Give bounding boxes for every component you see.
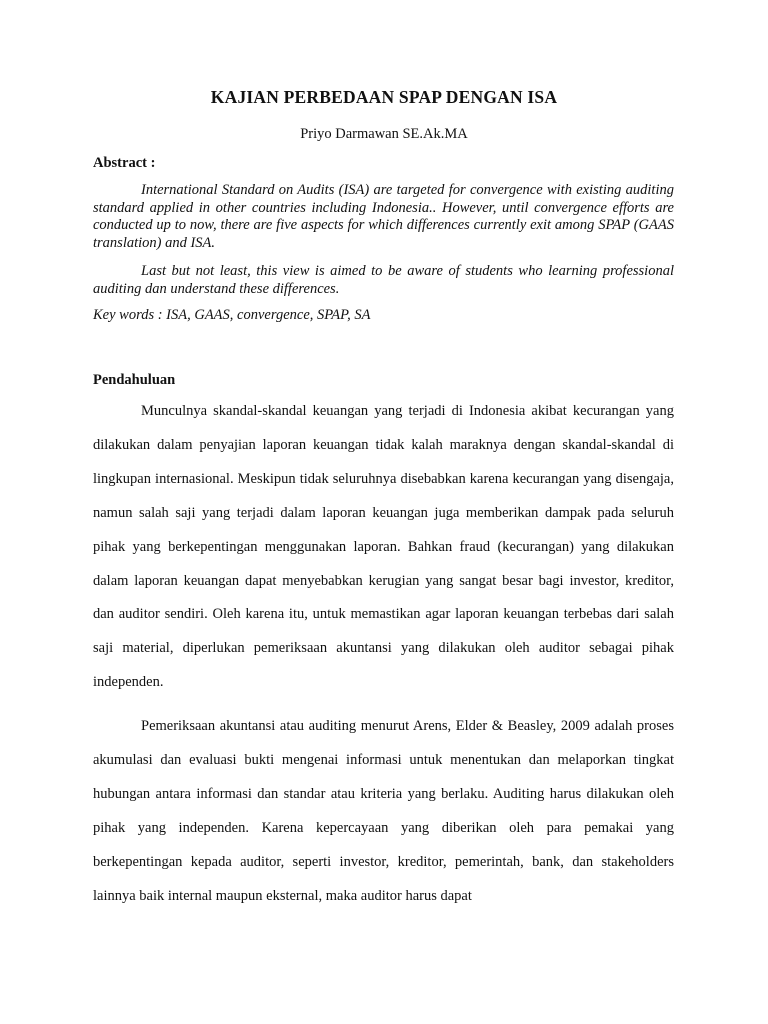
author-name: Priyo Darmawan SE.Ak.MA xyxy=(300,126,468,142)
body-paragraph-2: Pemeriksaan akuntansi atau auditing menurut Arens, Elder & Beasley, 2009 adalah proses akumulasi dan evaluasi bukti mengenai informasi untuk menentukan dan melaporkan tingkat hubungan antara informasi dan standar atau kriteria yang berlaku. Auditing harus dilakukan oleh pihak yang independen. Karena kepercayaan yang diberikan oleh para pemakai yang berkepentingan kepada auditor, seperti investor, kreditor, pemerintah, bank, dan stakeholders lainnya baik internal maupun eksternal, maka auditor harus dapat xyxy=(93,718,674,904)
abstract-heading: Abstract : xyxy=(93,155,156,171)
body-paragraph-1: Munculnya skandal-skandal keuangan yang terjadi di Indonesia akibat kecurangan yang dilakukan dalam penyajian laporan keuangan tidak kalah maraknya dengan skandal-skandal di lingkupan internasional. Meskipun tidak seluruhnya disebabkan karena kecurangan yang disengaja, namun salah saji yang terjadi dalam laporan keuangan juga memberikan dampak pada seluruh pihak yang berkepentingan menggunakan laporan. Bahkan fraud (kecurangan) yang dilakukan dalam laporan keuangan dapat menyebabkan kerugian yang sangat besar bagi investor, kreditor, dan auditor sendiri. Oleh karena itu, untuk memastikan agar laporan keuangan terbebas dari salah saji material, diperlukan pemeriksaan akuntansi yang dilakukan oleh auditor sebagai pihak independen. xyxy=(93,403,674,691)
abstract-paragraph-2: Last but not least, this view is aimed to be aware of students who learning professional auditing dan understand these differences. xyxy=(93,263,674,297)
abstract-paragraph-1: International Standard on Audits (ISA) are targeted for convergence with existing auditing standard applied in other countries including Indonesia.. However, until convergence efforts are conducted up to now, there are five aspects for which differences currently exit among SPAP (GAAS translation) and ISA. xyxy=(93,182,674,251)
keywords-line: Key words : ISA, GAAS, convergence, SPAP, SA xyxy=(93,307,371,323)
document-title: KAJIAN PERBEDAAN SPAP DENGAN ISA xyxy=(210,87,558,107)
section-heading: Pendahuluan xyxy=(93,372,176,388)
